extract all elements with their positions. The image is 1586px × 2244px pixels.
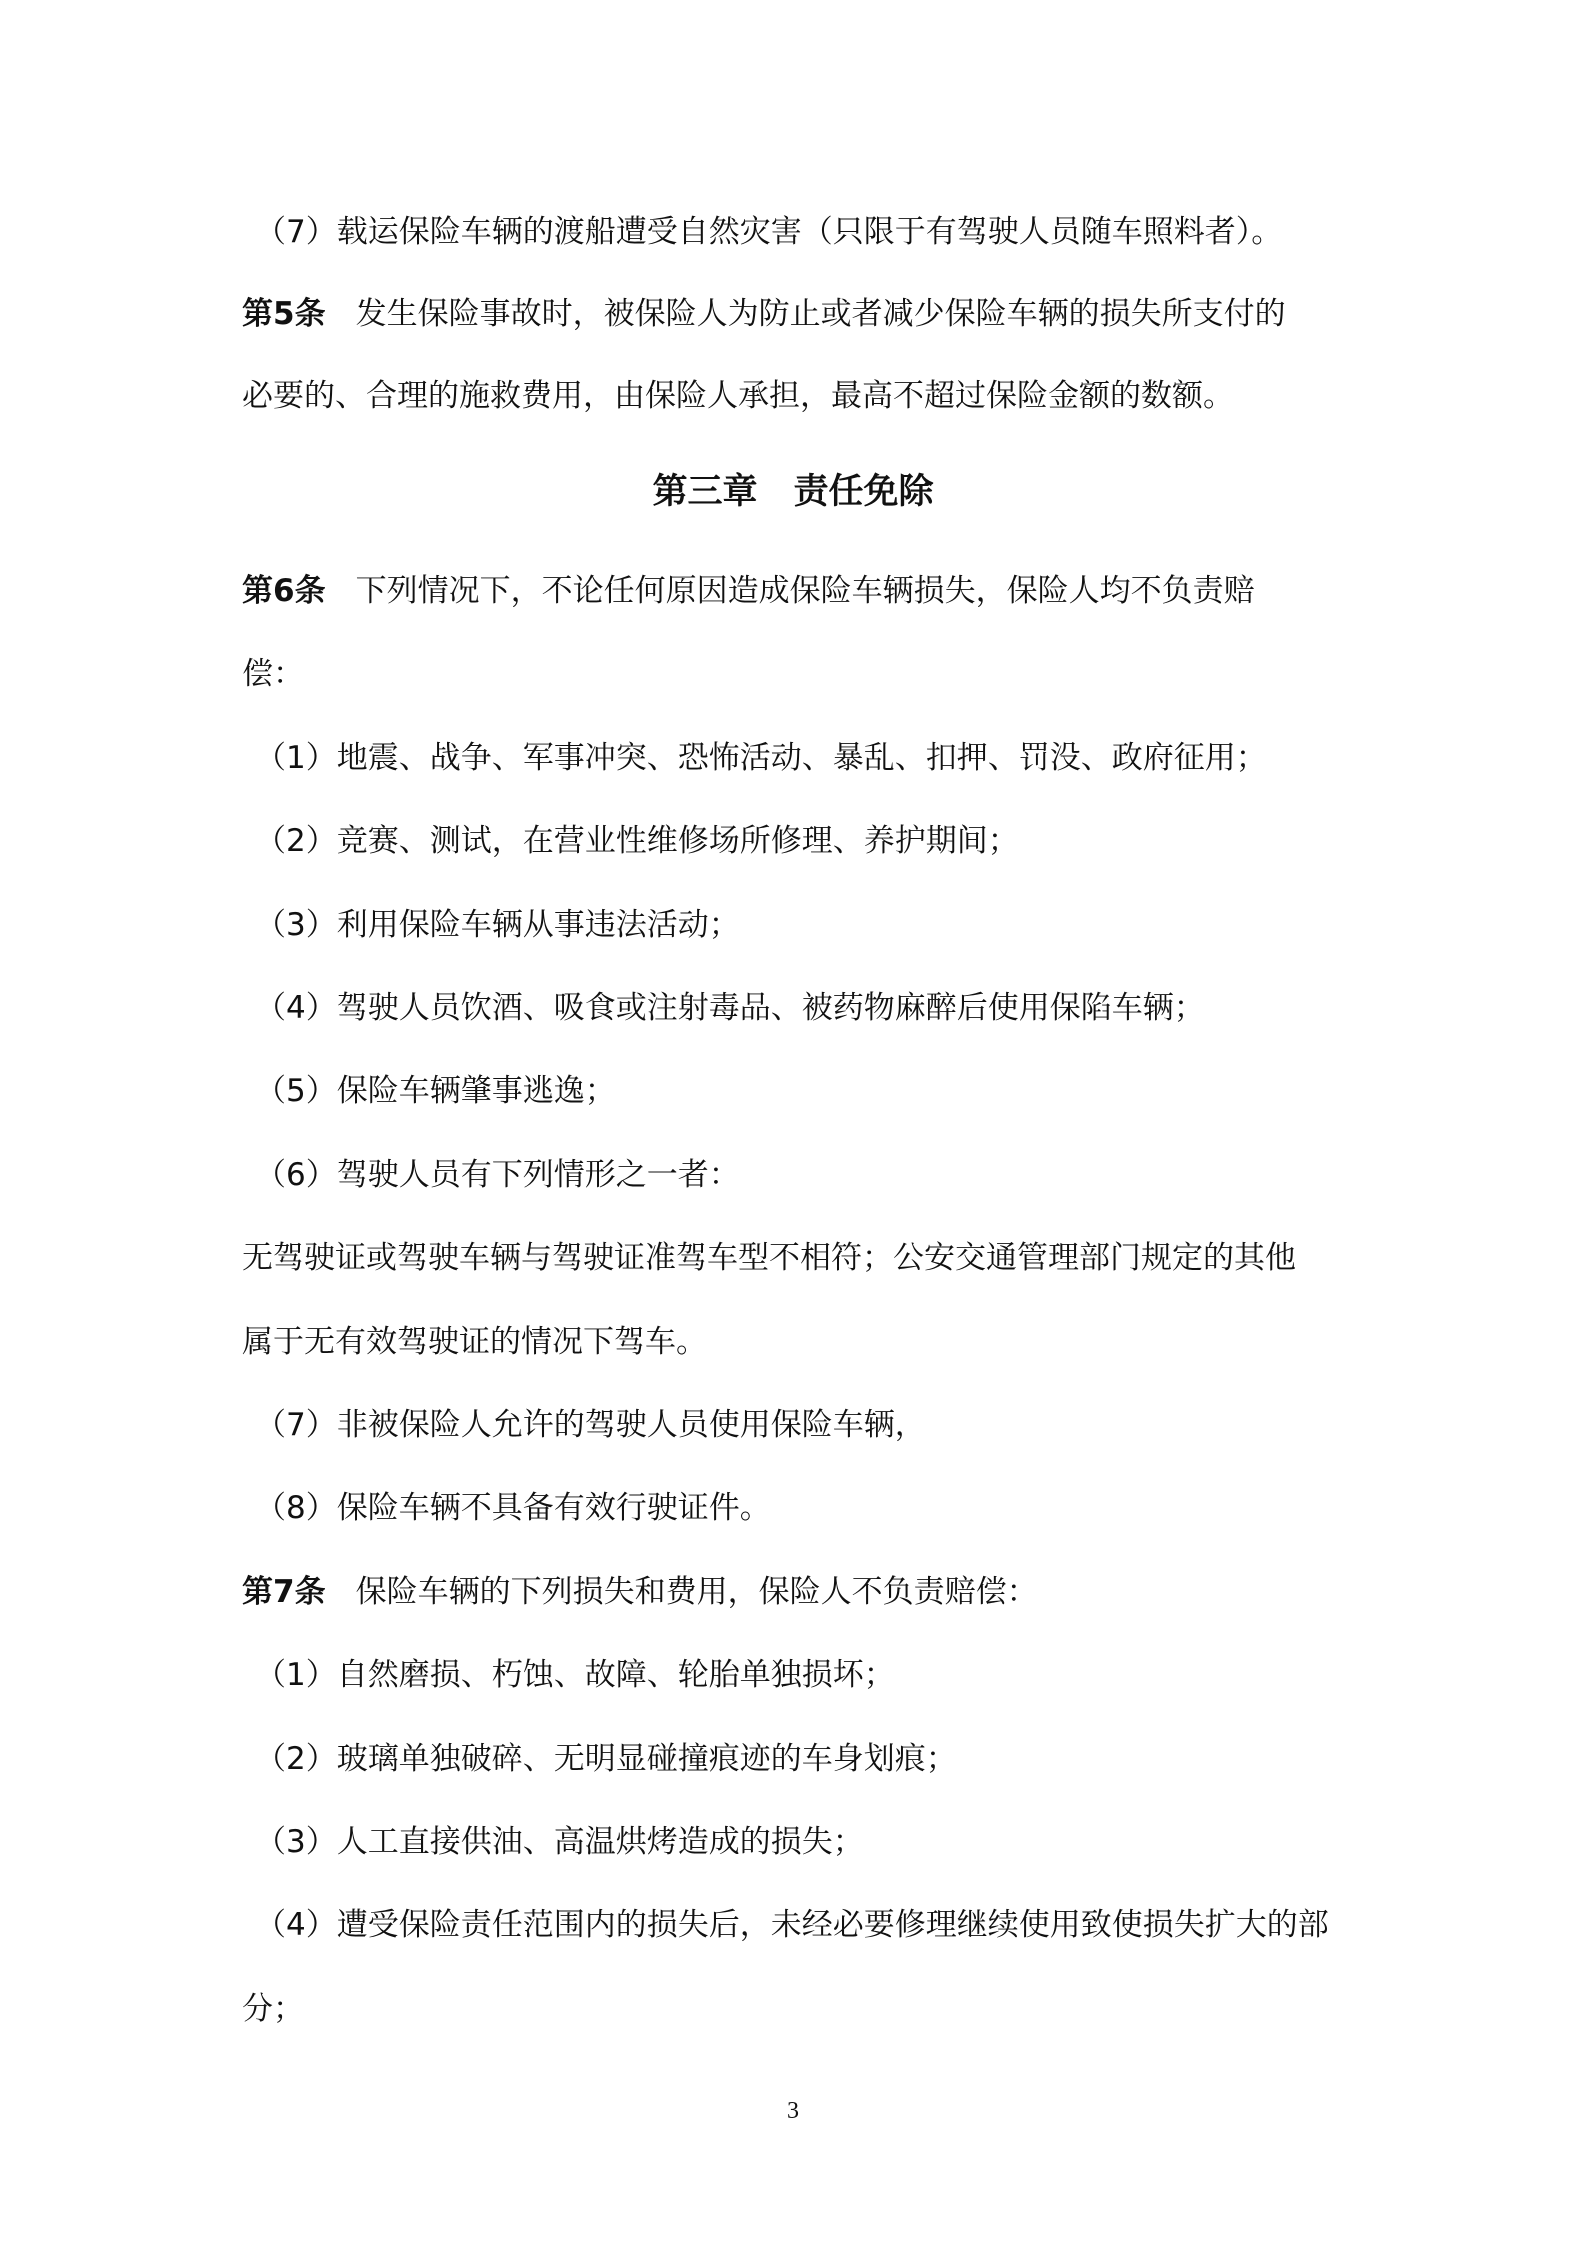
list-item: （2）竞赛、测试，在营业性维修场所修理、养护期间； [255, 823, 1019, 859]
article-number: 第5条 [242, 296, 326, 332]
article-5-line-1 [242, 294, 1286, 334]
list-item-continuation: 分； [242, 1991, 304, 2027]
list-item: （2）玻璃单独破碎、无明显碰撞痕迹的车身划痕； [255, 1741, 957, 1777]
article-number: 第7条 [242, 1574, 326, 1610]
item-6-detail-line-1: 无驾驶证或驾驶车辆与驾驶证准驾车型不相符；公安交通管理部门规定的其他 [242, 1240, 1296, 1276]
list-item: （3）人工直接供油、高温烘烤造成的损失； [255, 1824, 864, 1860]
list-item: （4）驾驶人员饮酒、吸食或注射毒品、被药物麻醉后使用保陷车辆； [255, 990, 1205, 1026]
article-7-line-1 [242, 1572, 1038, 1612]
article-number: 第6条 [242, 573, 326, 609]
article-text: 发生保险事故时，被保险人为防止或者减少保险车辆的损失所支付的 [355, 296, 1286, 332]
list-item: （5）保险车辆肇事逃逸； [255, 1073, 616, 1109]
article-5-line-2: 必要的、合理的施救费用，由保险人承担，最高不超过保险金额的数额。 [242, 378, 1234, 414]
article-6-line-2: 偿： [242, 656, 304, 692]
list-item: （1）自然磨损、朽蚀、故障、轮胎单独损坏； [255, 1657, 895, 1693]
list-item: （7）载运保险车辆的渡船遭受自然灾害（只限于有驾驶人员随车照料者）。 [255, 214, 1283, 250]
list-item: （6）驾驶人员有下列情形之一者： [255, 1157, 740, 1193]
chapter-heading [0, 470, 1586, 514]
list-item: （8）保险车辆不具备有效行驶证件。 [255, 1490, 771, 1526]
page-number: 3 [787, 2098, 799, 2124]
list-item: （4）遭受保险责任范围内的损失后，未经必要修理继续使用致使损失扩大的部 [255, 1907, 1329, 1943]
article-text: 下列情况下，不论任何原因造成保险车辆损失，保险人均不负责赔 [355, 573, 1255, 609]
list-item: （1）地震、战争、军事冲突、恐怖活动、暴乱、扣押、罚没、政府征用； [255, 740, 1267, 776]
article-6-line-1 [242, 571, 1255, 611]
list-item: （3）利用保险车辆从事违法活动； [255, 907, 740, 943]
list-item: （7）非被保险人允许的驾驶人员使用保险车辆， [255, 1407, 926, 1443]
article-text: 保险车辆的下列损失和费用，保险人不负责赔偿： [355, 1574, 1038, 1610]
chapter-title: 责任免除 [793, 472, 934, 512]
item-6-detail-line-2: 属于无有效驾驶证的情况下驾车。 [242, 1324, 707, 1360]
chapter-number: 第三章 [652, 472, 758, 512]
